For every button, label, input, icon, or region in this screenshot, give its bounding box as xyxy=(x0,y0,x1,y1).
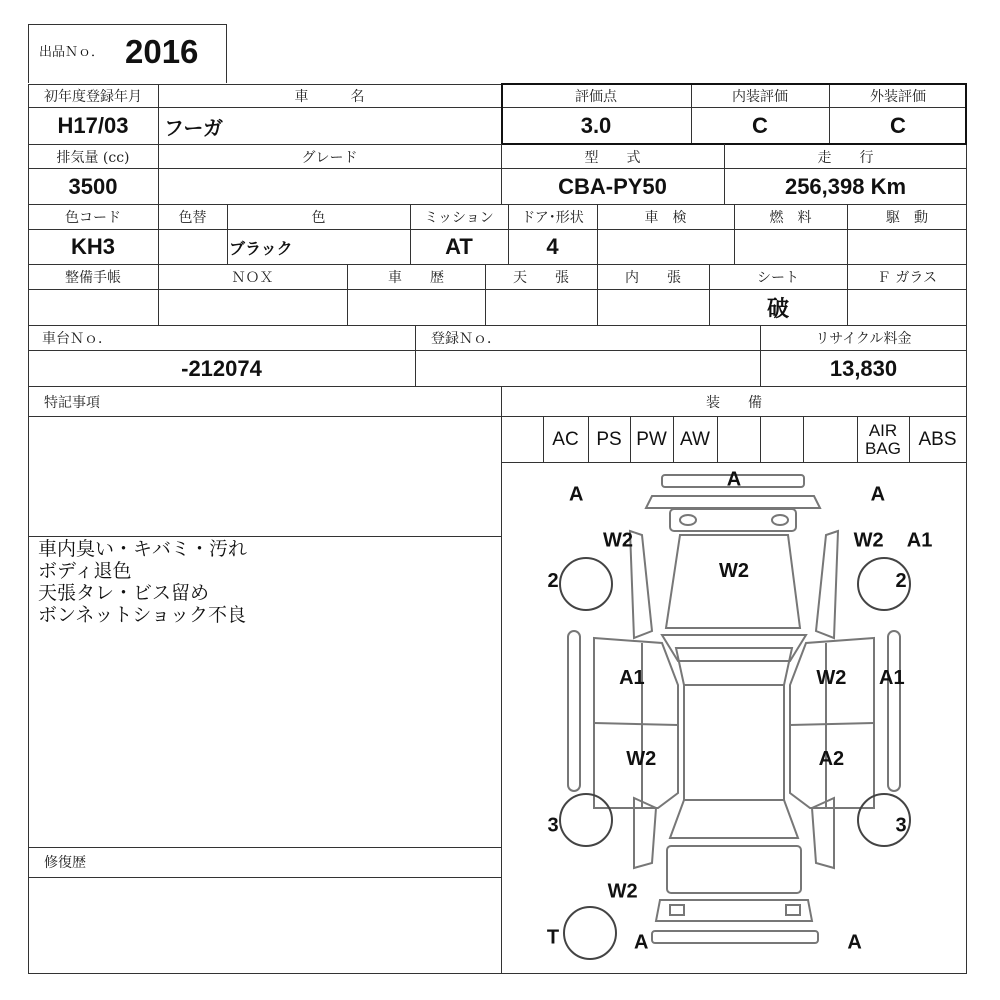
recycle-fee-label: リサイクル料金 xyxy=(815,331,912,347)
registration-number-label: 登録Ｎｏ． xyxy=(431,331,501,347)
exterior-grade-label: 外装評価 xyxy=(870,89,926,105)
equipment-ac: AC xyxy=(552,428,579,450)
color-label: 色 xyxy=(311,210,326,226)
model-value: CBA-PY50 xyxy=(558,173,667,199)
displacement-value: 3500 xyxy=(68,173,118,199)
fuel-value xyxy=(734,230,847,264)
equipment-cell xyxy=(803,417,857,462)
seat-label: シート xyxy=(757,270,799,286)
damage-mark: W2 xyxy=(607,880,638,903)
car-damage-diagram xyxy=(502,463,966,972)
equipment-abs: ABS xyxy=(918,428,957,450)
roof-lining-label: 天 張 xyxy=(513,270,569,286)
wheel-mark: 2 xyxy=(547,570,559,593)
equipment-pw: PW xyxy=(636,428,667,450)
repair-history-label: 修復歴 xyxy=(44,855,86,871)
car-name-label: 車 名 xyxy=(294,89,365,105)
remark-line: 車内臭い・キバミ・汚れ xyxy=(38,538,248,560)
car-name-value: フーガ xyxy=(164,115,223,140)
damage-mark: A xyxy=(847,931,862,954)
interior-grade-label: 内装評価 xyxy=(732,89,788,105)
damage-mark: A xyxy=(633,931,649,954)
recycle-fee-value: 13,830 xyxy=(829,355,898,381)
damage-mark: A xyxy=(870,483,886,506)
reg-date-value: H17/03 xyxy=(57,113,129,138)
equipment-airbag: AIR BAG xyxy=(865,420,901,458)
score-label: 評価点 xyxy=(575,89,617,105)
damage-mark: A1 xyxy=(619,666,645,689)
damage-mark: W2 xyxy=(626,748,657,771)
mission-value: AT xyxy=(445,234,473,259)
grade-label: グレード xyxy=(301,149,358,166)
remark-line: ボンネットショック不良 xyxy=(38,604,247,626)
inspection-value xyxy=(597,230,734,264)
color-code-label: 色コード xyxy=(65,210,121,226)
equipment-cell xyxy=(501,417,543,462)
mileage-label: 走 行 xyxy=(817,149,874,166)
damage-mark: W2 xyxy=(853,529,884,552)
door-value: 4 xyxy=(546,234,559,259)
reg-date-label: 初年度登録年月 xyxy=(44,89,142,105)
door-label: ドア･形状 xyxy=(521,210,584,226)
equipment-label: 装 備 xyxy=(706,395,762,411)
color-change-label: 色替 xyxy=(178,210,207,226)
nox-value xyxy=(158,290,347,325)
drive-value xyxy=(847,230,967,264)
front-glass-label: Ｆ ガラス xyxy=(876,270,938,286)
equipment-ps: PS xyxy=(596,428,622,450)
score-value: 3.0 xyxy=(580,113,612,138)
wheel-mark: T xyxy=(546,926,560,949)
color-change-value xyxy=(158,230,227,264)
equipment-aw: AW xyxy=(680,428,710,450)
inner-lining-value xyxy=(597,290,709,325)
chassis-number-value: -212074 xyxy=(181,355,262,381)
fuel-label: 燃 料 xyxy=(769,210,812,226)
wheel-mark: 3 xyxy=(895,814,907,837)
history-label: 車 歴 xyxy=(388,270,444,286)
remark-line: 天張タレ・ビス留め xyxy=(38,582,210,604)
chassis-number-label: 車台Ｎｏ． xyxy=(42,331,112,347)
damage-mark: A1 xyxy=(879,666,905,689)
color-code-value: KH3 xyxy=(70,234,115,259)
damage-mark: A2 xyxy=(818,748,845,771)
damage-mark: W2 xyxy=(816,666,847,689)
lot-number-value: 2016 xyxy=(125,33,199,70)
remarks-notes xyxy=(38,538,493,626)
lot-number-box xyxy=(28,24,227,83)
remarks-label: 特記事項 xyxy=(44,395,100,411)
mileage-value: 256,398 Km xyxy=(784,173,907,199)
damage-mark: A1 xyxy=(906,529,933,552)
lot-number-label: 出品Ｎｏ． xyxy=(39,45,105,60)
interior-grade-value: C xyxy=(752,113,768,138)
inner-lining-label: 内 張 xyxy=(625,270,681,286)
wheel-mark: 2 xyxy=(895,570,907,593)
nox-label: ＮＯＸ xyxy=(231,270,274,286)
damage-mark: W2 xyxy=(719,559,749,582)
equipment-cell xyxy=(760,417,803,462)
seat-value: 破 xyxy=(766,297,789,322)
grade-value xyxy=(158,169,501,204)
exterior-grade-value: C xyxy=(890,113,906,138)
remark-line: ボディ退色 xyxy=(38,560,132,582)
inspection-label: 車 検 xyxy=(644,210,687,226)
color-value: ブラック xyxy=(229,238,293,258)
service-book-label: 整備手帳 xyxy=(65,270,121,286)
damage-mark: A xyxy=(568,483,584,506)
roof-lining-value xyxy=(485,290,597,325)
drive-label: 駆 動 xyxy=(886,210,928,226)
mission-label: ミッション xyxy=(424,210,494,226)
service-book-value xyxy=(28,290,158,325)
front-glass-value xyxy=(847,290,967,325)
registration-number-value xyxy=(415,351,760,386)
displacement-label: 排気量 (cc) xyxy=(56,149,130,166)
history-value xyxy=(347,290,485,325)
repair-history-value xyxy=(28,878,501,972)
equipment-cell xyxy=(717,417,760,462)
wheel-mark: 3 xyxy=(547,814,559,837)
damage-mark: A xyxy=(726,468,742,491)
damage-mark: W2 xyxy=(603,529,633,552)
model-label: 型 式 xyxy=(584,149,641,166)
